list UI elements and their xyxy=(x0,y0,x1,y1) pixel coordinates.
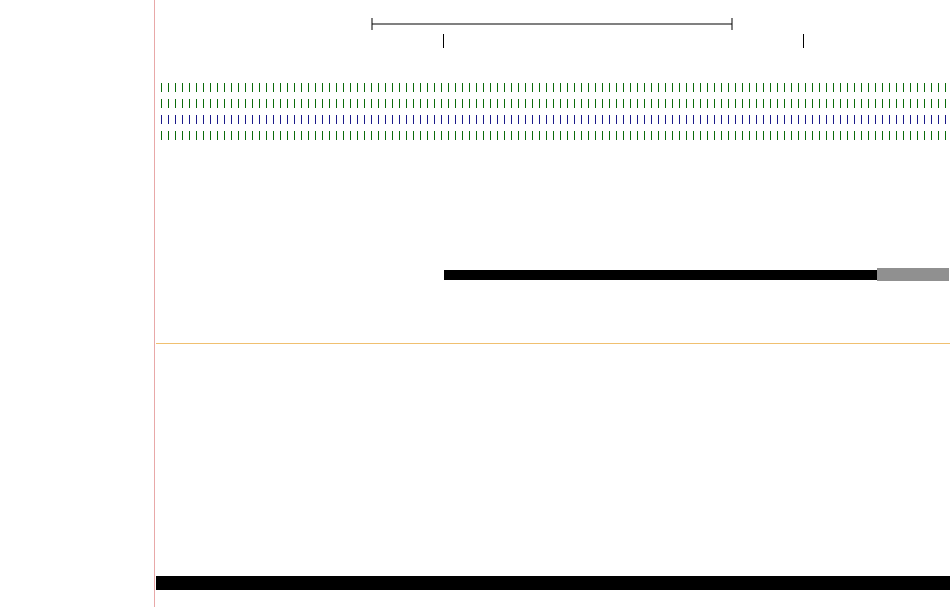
phylop-graph[interactable] xyxy=(156,375,950,401)
gene-track-tmem61[interactable] xyxy=(158,115,948,124)
gene-track-dhcr24-dt-2[interactable] xyxy=(158,99,948,108)
window-position xyxy=(346,1,356,15)
gene-track-dhcr24-dt-1[interactable] xyxy=(158,83,948,92)
coord-tick-2 xyxy=(803,34,804,48)
coord-tick-1 xyxy=(443,34,444,48)
dbsnp-variant-black[interactable] xyxy=(444,270,878,280)
scale-bar xyxy=(370,16,736,32)
label-divider xyxy=(154,0,155,607)
repeatmasker-element[interactable] xyxy=(156,576,950,590)
phylop-max-line xyxy=(156,343,950,344)
dbsnp-variant-gray[interactable] xyxy=(877,268,949,281)
gene-track-dhcr24-dt-3[interactable] xyxy=(158,131,948,140)
